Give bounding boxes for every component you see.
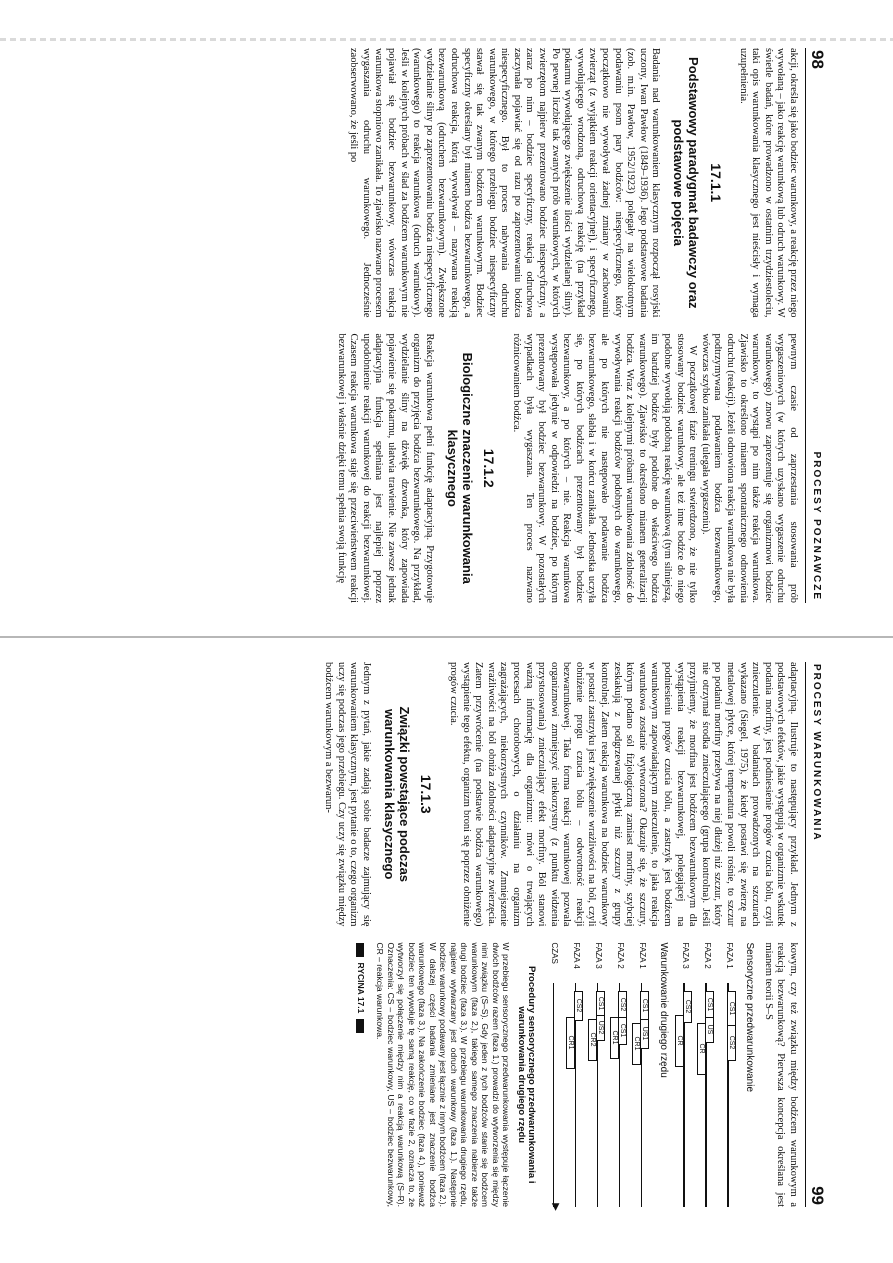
section-number: 17.1.1 <box>708 163 725 203</box>
stimulus-block: US1 <box>640 1019 649 1049</box>
timeline-row <box>632 943 652 1208</box>
stimulus-block: CS2 <box>727 1025 736 1061</box>
column-left <box>334 48 799 318</box>
stimulus-block: US2 <box>596 1015 605 1041</box>
paragraph: kowym, czy też związku między bodźcem warunkowym a reakcją bezwarunkową? Pierwsza koncepcja określana jest mianem teorii S–S <box>762 942 799 1207</box>
caption-text: W przebiegu sensorycznego przedwarunkowania występuje łączenie dwóch bodźców razem (faza 1.) prowadzi do wytworzenia się między nimi związku (S–S). Gdy jeden z tych bodźców stanie się bodźcem warunkowym (faza 2.), takiego samego znaczenia nabierze także drugi bodziec (faza 3.). W przebiegu warunkowania drugiego rzędu, najpierw wytwarzany jest odruch warunkowy (faza 1.). Następnie bodziec warunkowy podawany jest łącznie z innym bodźcem (faza 2.). W dalszej części badania zmieniane jest znaczenie bodźca warunkowego (faza 3.). Na zakończenie bodziec (faza 4.), ponieważ bodziec ten wywołuje tę samą reakcję, co w fazie 2, oznacza to, że wytworzył się połączenie między nim a reakcją warunkową (S–R). Oznaczenia: CS – bodziec warunkowy, US – bodziec bezwarunkowy, CR – reakcja warunkowa. <box>375 942 512 1207</box>
running-title: PROCESY POZNAWCZE <box>811 451 823 601</box>
page-99 <box>13 662 828 1211</box>
timeline-row <box>588 943 608 1208</box>
paragraph: pewnym czasie od zaprzestania stosowania prób wygaszeniowych (w których uzyskano wygaszenie odruchu warunkowego) znowu zaprezentuje się organizmowi bodziec warunkowy, to wystąpi po nim także reakcja warunkowa. Zjawisko to określono mianem spontanicznego odnowienia odruchu (reakcji). Jeżeli odnowiona reakcja warunkowa nie była podtrzymywana podawaniem bodźca bezwarunkowego, wówczas szybko zanikała (ulegała wygaszeniu). <box>699 333 799 603</box>
section-number: 17.1.3 <box>418 774 435 814</box>
section-heading <box>445 334 496 604</box>
timeline-row <box>610 943 630 1208</box>
section-heading <box>382 662 433 927</box>
page-header <box>805 662 828 1207</box>
stimulus-block: CS2 <box>618 991 627 1019</box>
page-header <box>805 48 828 603</box>
page-number: 99 <box>808 1186 827 1205</box>
phase-label: FAZA 1 <box>638 942 648 969</box>
phase-label: FAZA 2 <box>616 942 626 969</box>
timeline-row <box>544 942 564 1211</box>
paragraph: akcji, określa się jako bodziec warunkowy, a reakcję przez niego wywołaną – jako reakcję warunkową lub odruch warunkowy. W świetle badań, które prowadzono w ostatnim trzydziestoleciu, taki opis warunkowania klasycznego jest nieścisły i wymaga uzupełnienia. <box>737 48 799 318</box>
time-arrow <box>553 983 554 1208</box>
stimulus-block: US <box>705 1017 714 1043</box>
response-block: CR <box>675 1015 684 1067</box>
running-title: PROCESY WARUNKOWANIA <box>811 664 823 842</box>
section-title: Biologiczne znaczenie warunkowania klasycznego <box>444 352 475 584</box>
figure-subtitle: Warunkowanie drugiego rzędu <box>657 942 669 1078</box>
column-left <box>321 662 799 927</box>
page-divider <box>0 636 893 638</box>
stimulus-block: CS1 <box>727 991 736 1027</box>
section-title: Podstawowy paradygmat badawczy oraz podstawowe pojęcia <box>671 57 702 309</box>
paragraph: Jednym z pytań, jakie zadają sobie badacze zajmujący się warunkowaniem klasycznym, jest pytanie o to, czego organizm uczy się podczas jego przebiegu. Czy uczy się związku między bodźcem warunkowym a bezwarun- <box>323 662 372 927</box>
section-heading <box>671 48 725 318</box>
column-right <box>321 942 799 1211</box>
paragraph: W początkowej fazie treningu stwierdzono, że nie tylko stosowany bodziec warunkowy, ale też inne bodźce do niego podobne wywołują podobną reakcję warunkową (tym silniejszą, im bardziej bodźce były podobne do właściwego bodźca warunkowego). Zjawisko to określono mianem generalizacji bodźca. Wraz z kolejnymi próbami warunkowania zdolność do wywoływania reakcji bodźców podobnych do warunkowego, ale po których nie następowało podawanie bodźca bezwarunkowego, słabła i w końcu zanikała. Jednostka uczyła się, po których bodźcach prezentowany był bodziec bezwarunkowy, a po których – nie. Reakcja warunkowa występowała jedynie w odpowiedzi na bodziec, po którym prezentowany był bodziec bezwarunkowy. W pozostałych wypadkach była wygaszana. Ten proces nazwano różnicowaniem bodźca. <box>510 333 699 603</box>
section-number: 17.1.2 <box>481 448 498 488</box>
figure-number: RYCINA 17.1 <box>355 962 366 1014</box>
phase-label: FAZA 1 <box>724 942 734 969</box>
response-block: CR1 <box>566 1017 575 1069</box>
arrow-right-icon: ▶ <box>550 1203 562 1211</box>
timeline-row <box>675 943 695 1208</box>
stimulus-block: CS2 <box>574 991 583 1021</box>
figure-17-1 <box>354 942 756 1211</box>
paragraph: adaptacyjną. Ilustruje to następujący przykład. Jednym z podstawowych efektów, jakie występują w organizmie wskutek podania morfiny, jest podniesienie progów czucia bólu, czyli znieczulenie. W badaniach prowadzonych na szczurach wykazano (Siegel, 1975), że kiedy postawi się zwierzę na metalowej płytce, której temperatura powoli rośnie, to szczur po podaniu morfiny przebywa na niej dłużej niż szczur, który nie otrzymał środka znieczulającego (grupa kontrolna). Jeśli przyjmiemy, że morfina jest bodźcem bezwarunkowym dla wystąpienia reakcji bezwarunkowej, polegającej na podniesieniu progów czucia bólu, a zastrzyk jest bodźcem warunkowym zapowiadającym znieczulenie, to jaka reakcja warunkowa zostanie wytworzona? Okazuje się, że szczury, którym podano sól fizjologiczną zamiast morfiny, szybciej zeskakują z podgrzewanej płytki niż szczury z grupy kontrolnej. Zatem reakcja warunkowa na bodziec warunkowy w postaci zastrzyku jest zwiększenie wrażliwości na ból, czyli obniżenie progu czucia bólu – odwrotność reakcji bezwarunkowej. Taka forma reakcji warunkowej pozwala organizmowi zmniejszyć niekorzystny (z punktu widzenia przystosowania) znieczulający efekt morfiny. Ból stanowi ważną informację dla organizmu: mówi o trwających procesach chorobowych, o działaniu na organizm zagrażających, niekorzystnych czynników. Zmniejszenie wrażliwości na ból obniża zdolności adaptacyjne zwierzęcia. Zatem przywrócenie (na podstawie bodźca warunkowego) wystąpienie tego efektu, organizm broni się poprzez obniżenie progów czucia. <box>447 662 799 927</box>
figure-label <box>354 943 367 1208</box>
response-block: CR1 <box>632 1023 641 1065</box>
response-block: CR <box>697 1023 706 1075</box>
time-label: CZAS <box>550 942 560 964</box>
caption-title: Procedury sensorycznego przedwarunkowania i warunkowania drugiego rzędu <box>515 965 538 1184</box>
response-block: CR2 <box>588 1019 597 1061</box>
stimulus-block: CS1 <box>596 991 605 1017</box>
phase-label: FAZA 3 <box>680 942 690 969</box>
timeline-row <box>697 943 717 1208</box>
phase-label: FAZA 2 <box>702 942 712 969</box>
phase-label: FAZA 4 <box>572 942 582 969</box>
figure-caption <box>375 943 537 1208</box>
response-block: CR1 <box>610 1017 619 1059</box>
section-title: Związki powstające podczas warunkowania klasycznego <box>381 706 412 883</box>
paragraph: Badania nad warunkowaniem klasycznym rozpoczął rosyjski uczony, Iwan Pawłow (1849–1936). Jego podstawowe badania (zob. m.in. Pawłow, 1952/1923) polegały na wielokrotnym podawaniu psom pary bodźców: niespecyficznego, który początkowo nie wywoływał żadnej zmiany w zachowaniu zwierząt (z wyjątkiem reakcji orientacyjnej), i specyficznego, wywołującego wrodzoną, odruchową reakcję (na przykład pokarmu wywołującego zwiększenie ilości wydzielanej śliny). Po pewnej liczbie tak zwanych prób warunkowych, w których zwierzętom najpierw prezentowano bodziec niespecyficzny, a zaraz po nim – bodziec specyficzny, reakcja odruchowa zaczynała pojawiać się od razu po zaprezentowaniu bodźca niespecyficznego. Był to proces nabywania odruchu warunkowego, w którego przebiegu bodziec niespecyficzny stawał się tak zwanym bodźcem warunkowym. Bodziec specyficzny określany był mianem bodźca bezwarunkowego, a odruchowa reakcja, którą wywoływał – nazywana reakcją bezwarunkową (odruchem bezwarunkowym). Zwiększone wydzielanie śliny po zaprezentowaniu bodźca niespecyficznego (warunkowego) to reakcja warunkowa (odruch warunkowy). Jeśli w kolejnych próbach w ślad za bodźcem warunkowym nie pojawiał się bodziec bezwarunkowy, wówczas reakcja warunkowa stopniowo zanikała. To zjawisko nazwano procesem wygaszania odruchu warunkowego. Jednocześnie zaobserwowano, że jeśli po <box>348 48 662 318</box>
phase-label: FAZA 3 <box>594 942 604 969</box>
figure-subtitle: Sensoryczne przedwarunkowanie <box>744 942 756 1093</box>
stimulus-block: CS1 <box>618 1017 627 1045</box>
stimulus-block: CS1 <box>640 991 649 1021</box>
page-98 <box>13 48 828 603</box>
label-bar-icon <box>356 1019 364 1033</box>
paragraph: Reakcja warunkowa pełni funkcję adaptacyjną. Przygotowuje organizm do przyjęcia bodźca bezwarunkowego. Na przykład, wydzielanie śliny na dźwięk dzwonka, który zapowiada pojawienie się pokarmu, ułatwia trawienie. Nie zawsze jednak adaptacyjna funkcja spełniana jest najlepiej poprzez upodobnienie reakcji warunkowej do reakcji bezwarunkowej. Czasem reakcja warunkowa staje się przeciwieństwem reakcji bezwarunkowej i właśnie dzięki temu spełnia swoją funkcję <box>335 333 435 603</box>
scan-artifact <box>0 38 893 41</box>
timeline-row <box>719 943 739 1208</box>
label-bar-icon <box>356 943 364 957</box>
column-right <box>334 334 799 604</box>
stimulus-block: CS2 <box>683 991 692 1023</box>
stimulus-block: CS1 <box>705 991 714 1019</box>
page-number: 98 <box>808 50 827 69</box>
timeline-row <box>566 943 586 1208</box>
